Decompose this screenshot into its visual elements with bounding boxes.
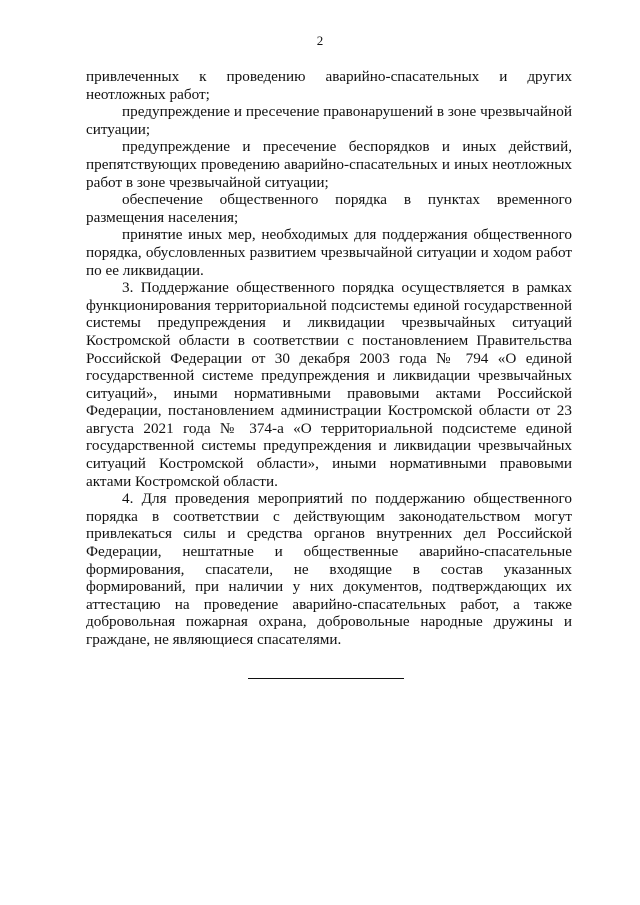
paragraph-list-item-riots: предупреждение и пресечение беспорядков и иных действий, препятствующих проведению аварийно-спасательных и иных неотложных работ в зоне чрезвычайной ситуации; <box>86 138 572 191</box>
paragraph-list-item-offenses: предупреждение и пресечение правонарушений в зоне чрезвычайной ситуации; <box>86 103 572 138</box>
paragraph-list-item-other-measures: принятие иных мер, необходимых для поддержания общественного порядка, обусловленных развитием чрезвычайной ситуации и ходом работ по ее ликвидации. <box>86 226 572 279</box>
paragraph-list-item-shelters: обеспечение общественного порядка в пунктах временного размещения населения; <box>86 191 572 226</box>
page-number: 2 <box>316 33 324 48</box>
end-of-document-rule <box>248 678 404 679</box>
paragraph-section-3: 3. Поддержание общественного порядка осуществляется в рамках функционирования территориальной подсистемы единой государственной системы предупреждения и ликвидации чрезвычайных ситуаций Костромской области в соответствии с постановлением Правительства Российской Федерации от 30 декабря 2003 года № 794 «О единой государственной системе предупреждения и ликвидации чрезвычайных ситуаций», иными нормативными правовыми актами Российской Федерации, постановлением администрации Костромской области от 23 августа 2021 года № 374-а «О территориальной подсистеме единой государственной системы предупреждения и ликвидации чрезвычайных ситуаций Костромской области», иными нормативными правовыми актами Костромской области. <box>86 279 572 490</box>
document-body <box>86 68 572 649</box>
paragraph-section-4: 4. Для проведения мероприятий по поддержанию общественного порядка в соответствии с действующим законодательством могут привлекаться силы и средства органов внутренних дел Российской Федерации, нештатные и общественные аварийно-спасательные формирования, спасатели, не входящие в состав указанных формирований, при наличии у них документов, подтверждающих их аттестацию на проведение аварийно-спасательных работ, а также добровольная пожарная охрана, добровольные народные дружины и граждане, не являющиеся спасателями. <box>86 490 572 648</box>
paragraph-continued-list-item: привлеченных к проведению аварийно-спасательных и других неотложных работ; <box>86 68 572 103</box>
